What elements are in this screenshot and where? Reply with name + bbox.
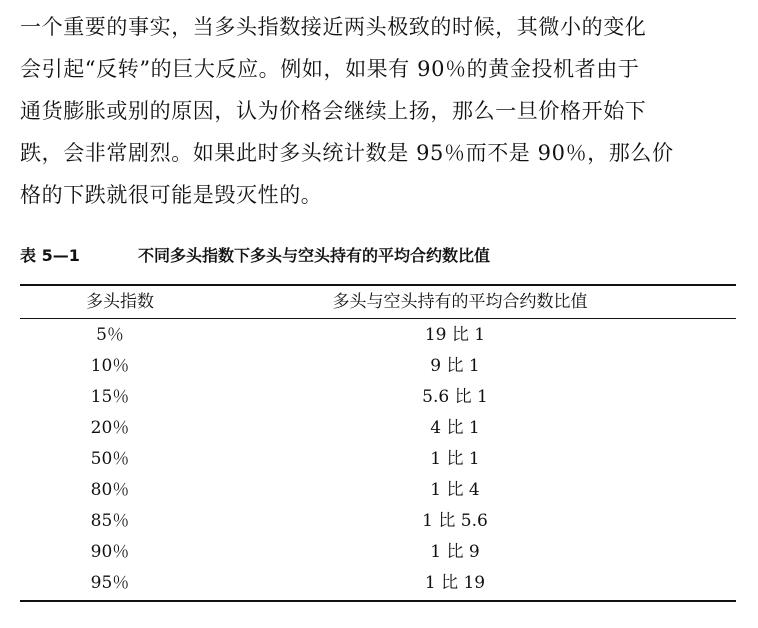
ratio-cell: 1 比 19 <box>424 573 486 593</box>
table-header-rule <box>20 318 736 319</box>
table-top-rule <box>20 284 736 286</box>
paragraph-line: 跌，会非常剧烈。如果此时多头统计数是 95％而不是 90％，那么价 <box>20 141 674 165</box>
table-row <box>20 506 736 537</box>
ratio-cell: 5.6 比 1 <box>422 387 488 407</box>
ratio-cell: 1 比 5.6 <box>422 511 488 531</box>
ratio-cell: 19 比 1 <box>424 325 486 345</box>
paragraph-line: 格的下跌就很可能是毁灭性的。 <box>20 183 323 207</box>
bull-index-cell: 80％ <box>90 480 130 500</box>
bull-index-cell: 10％ <box>90 356 130 376</box>
table-row <box>20 475 736 506</box>
bull-index-cell: 15％ <box>90 387 130 407</box>
table-header-row <box>20 287 736 317</box>
table-row <box>20 320 736 351</box>
table-row <box>20 351 736 382</box>
header-bull-index: 多头指数 <box>86 292 154 312</box>
paragraph-line: 一个重要的事实，当多头指数接近两头极致的时候，其微小的变化 <box>20 15 647 39</box>
paragraph-line: 通货膨胀或别的原因，认为价格会继续上扬，那么一旦价格开始下 <box>20 99 647 123</box>
table-row <box>20 568 736 599</box>
ratio-cell: 4 比 1 <box>430 418 480 438</box>
body-paragraph <box>20 6 748 216</box>
bull-index-cell: 50％ <box>90 449 130 469</box>
ratio-cell: 1 比 9 <box>430 542 480 562</box>
bull-index-cell: 95％ <box>90 573 130 593</box>
ratio-cell: 9 比 1 <box>430 356 480 376</box>
table-bottom-rule <box>20 600 736 602</box>
bull-index-cell: 85％ <box>90 511 130 531</box>
header-contract-ratio: 多头与空头持有的平均合约数比值 <box>332 292 588 312</box>
bull-index-cell: 5％ <box>96 325 124 345</box>
table-row <box>20 382 736 413</box>
bull-index-cell: 90％ <box>90 542 130 562</box>
table-number: 表 5—1 <box>20 246 80 265</box>
paragraph-line: 会引起“反转”的巨大反应。例如，如果有 90％的黄金投机者由于 <box>20 57 640 81</box>
table-row <box>20 413 736 444</box>
table-row <box>20 537 736 568</box>
table-row <box>20 444 736 475</box>
table-title: 不同多头指数下多头与空头持有的平均合约数比值 <box>138 246 491 265</box>
table-body <box>20 320 736 599</box>
ratio-cell: 1 比 1 <box>430 449 480 469</box>
ratio-cell: 1 比 4 <box>430 480 480 500</box>
table-caption <box>20 243 490 269</box>
bull-index-cell: 20％ <box>90 418 130 438</box>
